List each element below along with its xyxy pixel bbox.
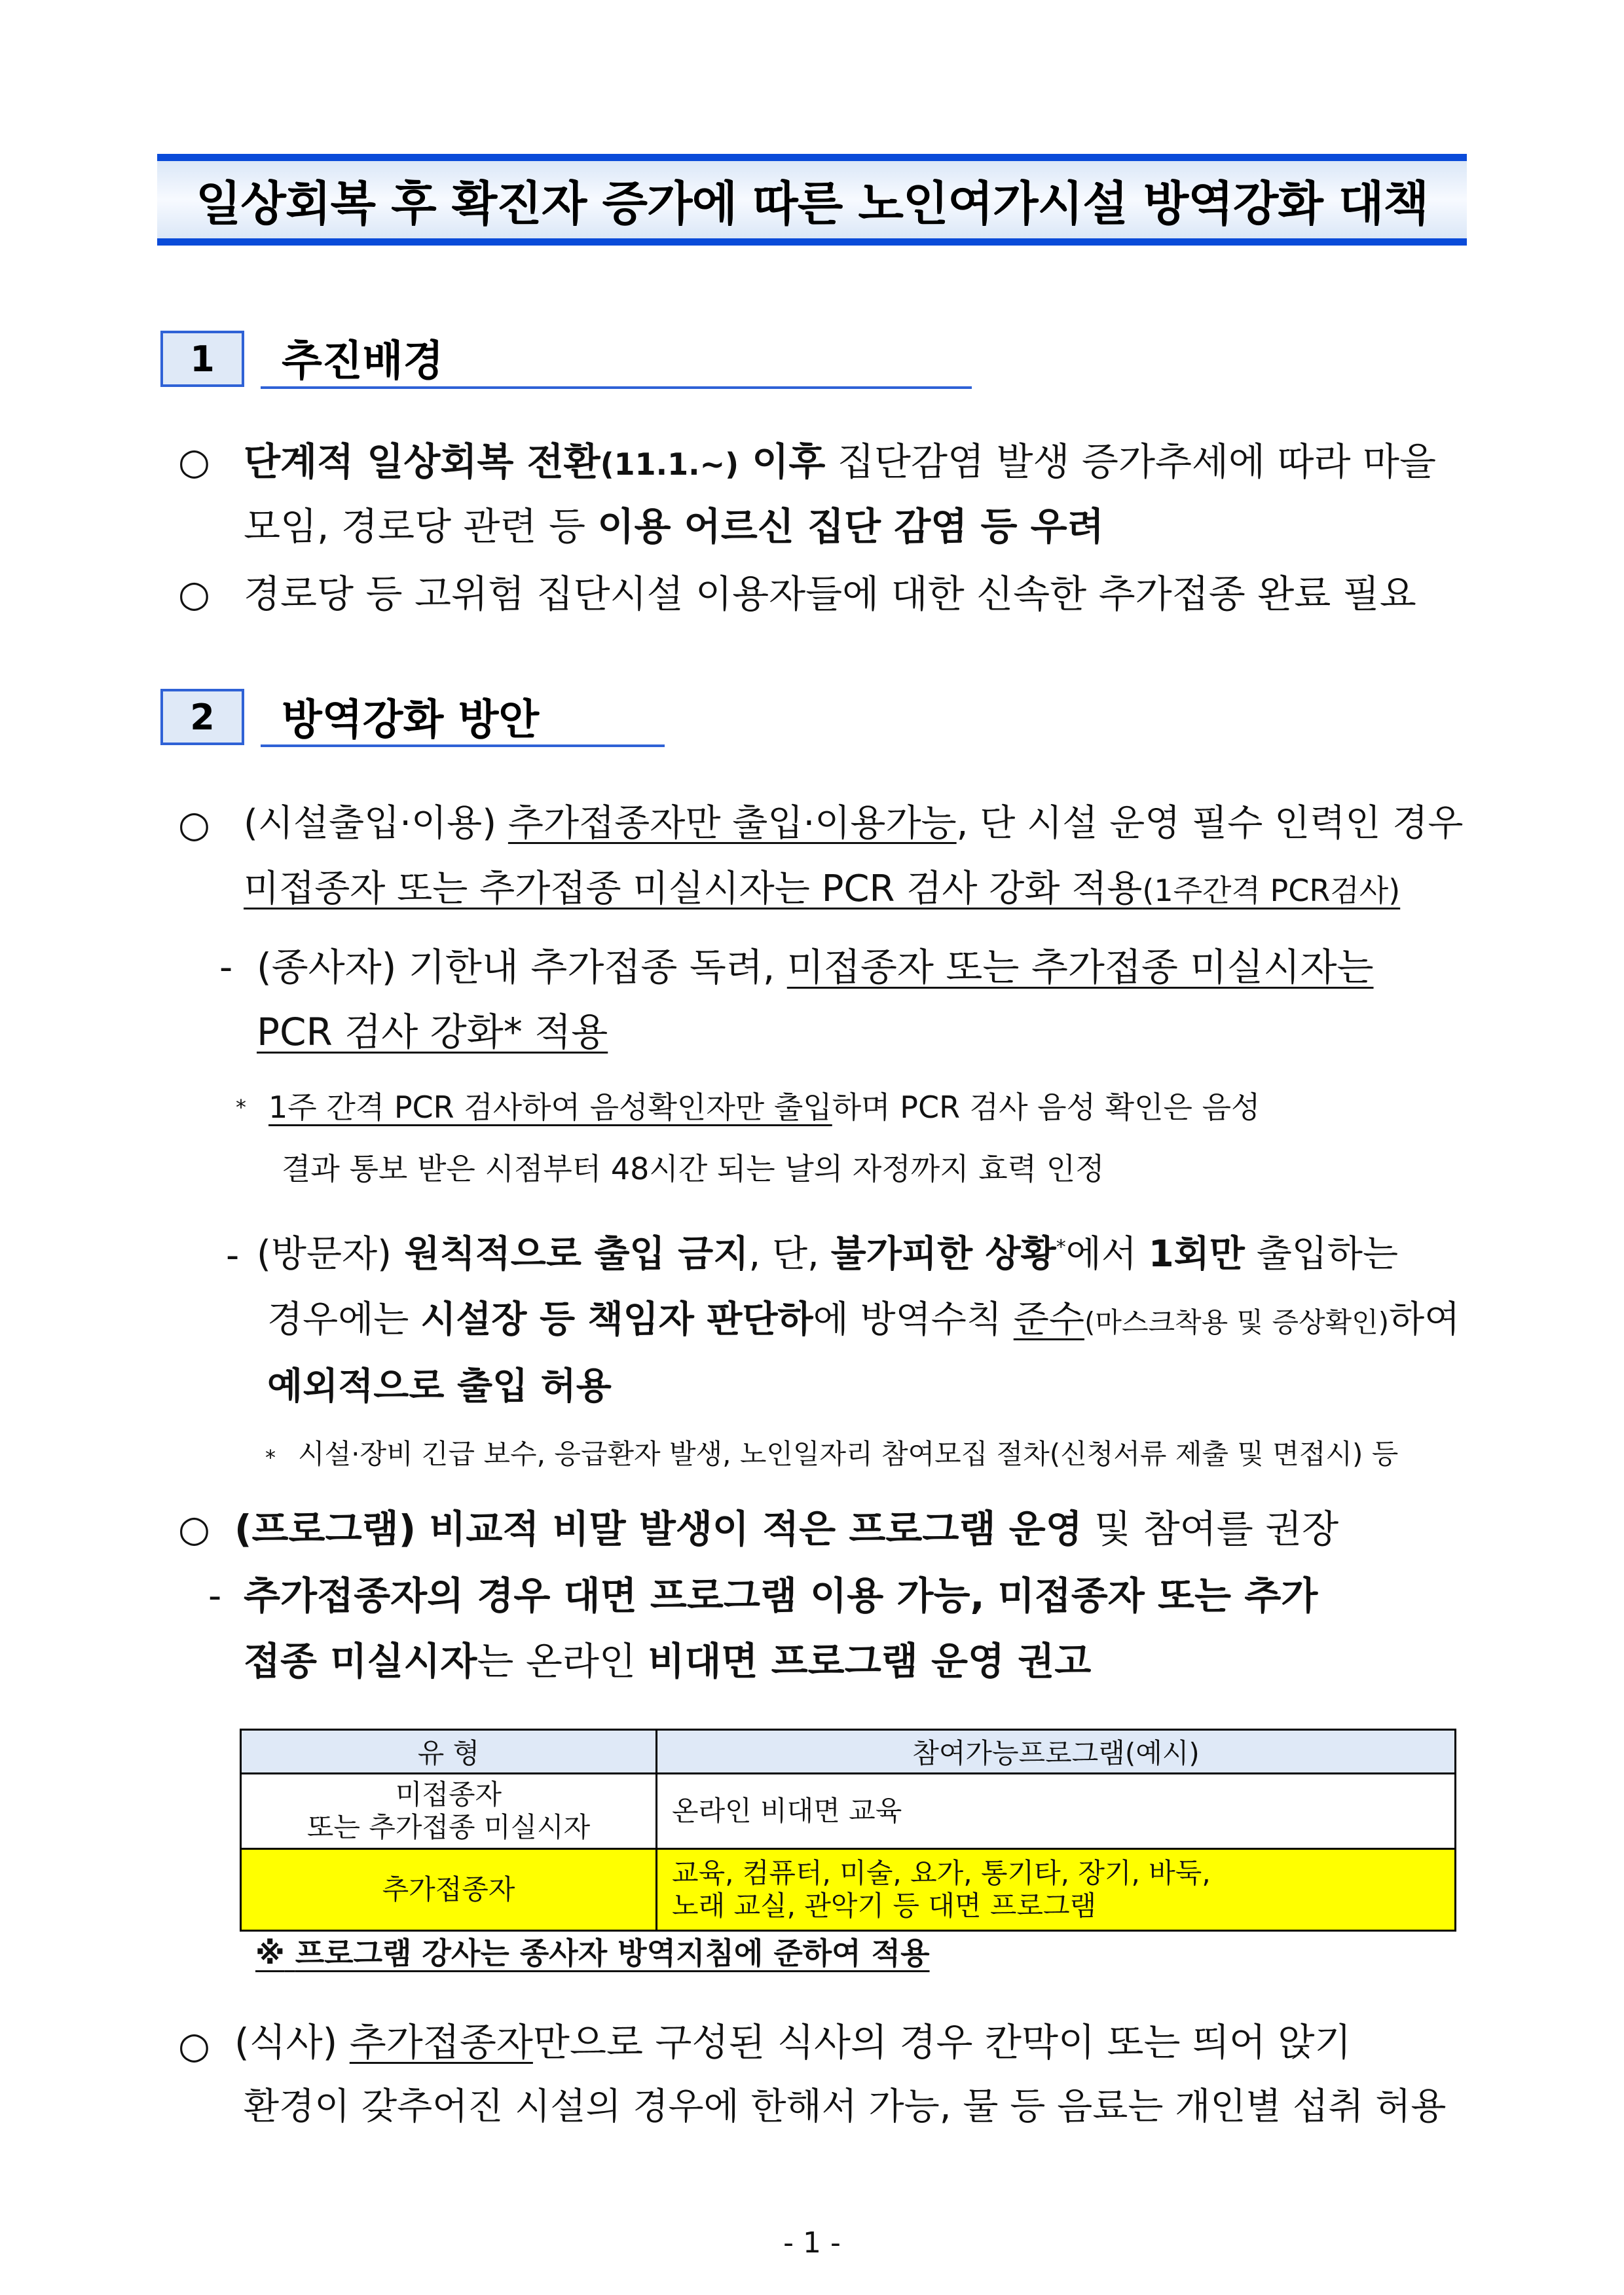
- table-cell-program: 온라인 비대면 교육: [657, 1774, 1456, 1849]
- table-header-program: 참여가능프로그램(예시): [657, 1730, 1456, 1774]
- facility-line-2: 미접종자 또는 추가접종 미실시자는 PCR 검사 강화 적용(1주간격 PCR검사): [244, 868, 1401, 910]
- bullet-dash: -: [219, 946, 233, 989]
- staff-note-line-1: 1주 간격 PCR 검사하여 음성확인자만 출입하며 PCR 검사 음성 확인은 음성: [268, 1090, 1261, 1125]
- bullet-circle: ○: [178, 573, 210, 615]
- bullet-circle: ○: [178, 803, 210, 846]
- background-line-1: 단계적 일상회복 전환(11.1.~) 이후 집단감염 발생 증가추세에 따라 마을: [244, 439, 1437, 484]
- section-underline-1: [261, 386, 972, 389]
- program-table: [240, 1729, 1456, 1932]
- title-banner: [157, 154, 1467, 246]
- bullet-dash: -: [208, 1575, 222, 1617]
- program-line-2: 추가접종자의 경우 대면 프로그램 이용 가능, 미접종자 또는 추가: [244, 1573, 1318, 1618]
- table-header-row: [241, 1730, 1456, 1774]
- section-number-1: 1: [160, 331, 244, 387]
- visitor-line-3: 예외적으로 출입 허용: [267, 1365, 612, 1408]
- table-note: ※ 프로그램 강사는 종사자 방역지침에 준하여 적용: [255, 1936, 930, 1971]
- table-header-type: 유 형: [241, 1730, 657, 1774]
- footnote-star: *: [236, 1095, 246, 1120]
- table-row-highlighted: [241, 1849, 1456, 1931]
- footnote-star: *: [265, 1445, 276, 1470]
- staff-line-1: (종사자) 기한내 추가접종 독려, 미접종자 또는 추가접종 미실시자는: [257, 945, 1374, 989]
- facility-line-1: (시설출입·이용) 추가접종자만 출입·이용가능, 단 시설 운영 필수 인력인 경우: [244, 802, 1464, 845]
- table-cell-type: 미접종자 또는 추가접종 미실시자: [241, 1774, 657, 1849]
- meal-line-2: 환경이 갖추어진 시설의 경우에 한해서 가능, 물 등 음료는 개인별 섭취 허용: [244, 2085, 1447, 2128]
- program-line-3: 접종 미실시자는 온라인 비대면 프로그램 운영 권고: [244, 1639, 1092, 1683]
- bullet-circle: ○: [178, 2025, 210, 2067]
- background-line-2: 모임, 경로당 관련 등 이용 어르신 집단 감염 등 우려: [244, 504, 1104, 549]
- section-title-2: 방역강화 방안: [282, 696, 540, 744]
- visitor-line-1: (방문자) 원칙적으로 출입 금지, 단, 불가피한 상황*에서 1회만 출입하는: [257, 1233, 1399, 1276]
- table-cell-program: 교육, 컴퓨터, 미술, 요가, 통기타, 장기, 바둑, 노래 교실, 관악기 등 대면 프로그램: [657, 1849, 1456, 1931]
- bullet-circle: ○: [178, 441, 210, 483]
- staff-note-line-2: 결과 통보 받은 시점부터 48시간 되는 날의 자정까지 효력 인정: [282, 1151, 1105, 1186]
- table-row: [241, 1774, 1456, 1849]
- staff-line-2: PCR 검사 강화* 적용: [257, 1010, 608, 1054]
- meal-line-1: (식사) 추가접종자만으로 구성된 식사의 경우 칸막이 또는 띄어 앉기: [234, 2020, 1352, 2065]
- section-underline-2: [261, 744, 665, 747]
- page-title: 일상회복 후 확진자 증가에 따른 노인여가시설 방역강화 대책: [195, 176, 1429, 231]
- bullet-dash: -: [226, 1234, 240, 1277]
- background-line-3: 경로당 등 고위험 집단시설 이용자들에 대한 신속한 추가접종 완료 필요: [244, 572, 1416, 616]
- page-number: - 1 -: [783, 2226, 841, 2260]
- section-number-2: 2: [160, 689, 244, 745]
- section-title-1: 추진배경: [282, 337, 444, 386]
- program-line-1: (프로그램) 비교적 비말 발생이 적은 프로그램 운영 및 참여를 권장: [234, 1507, 1339, 1551]
- table-cell-type: 추가접종자: [241, 1849, 657, 1931]
- visitor-line-2: 경우에는 시설장 등 책임자 판단하에 방역수칙 준수(마스크착용 및 증상확인)하여: [267, 1298, 1460, 1341]
- bullet-circle: ○: [178, 1508, 210, 1551]
- visitor-note: 시설·장비 긴급 보수, 응급환자 발생, 노인일자리 참여모집 절차(신청서류 제출 및 면접시) 등: [298, 1438, 1399, 1470]
